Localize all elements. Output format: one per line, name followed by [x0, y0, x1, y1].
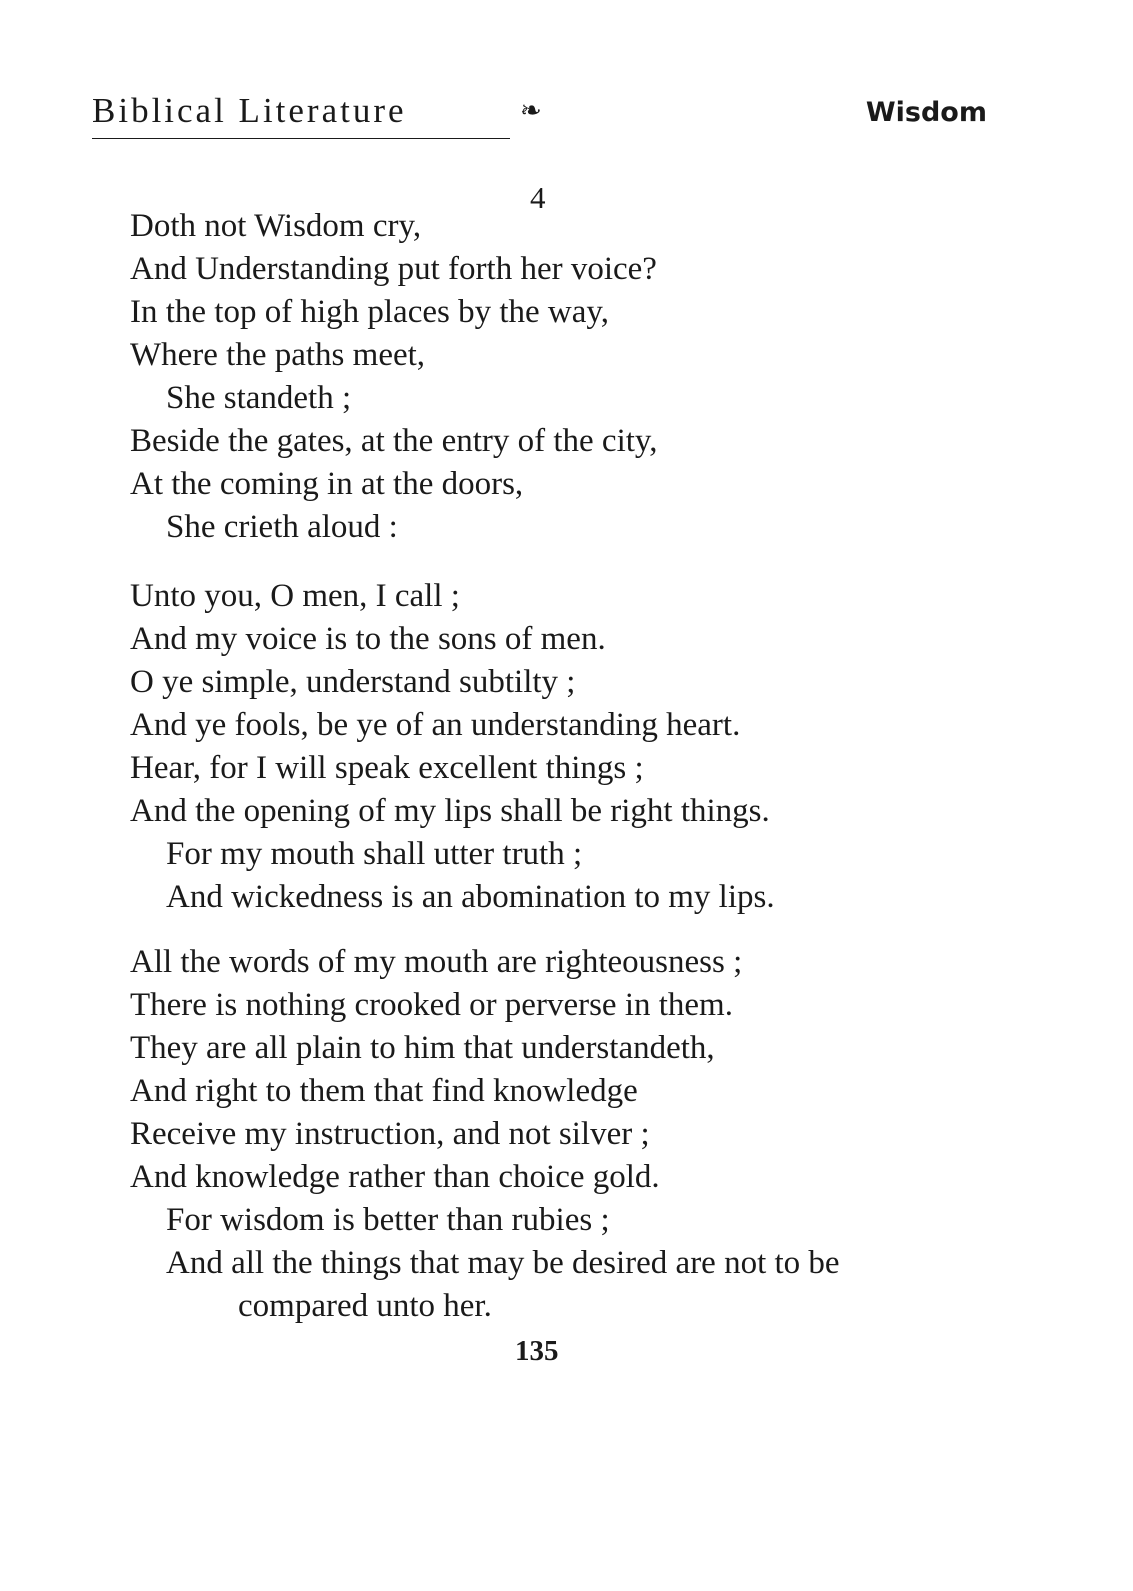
stanza-3: [130, 941, 840, 1328]
verse-line: And all the things that may be desired are not to be: [166, 1245, 840, 1281]
verse-line: All the words of my mouth are righteousness ;: [130, 944, 743, 980]
page-number: 135: [515, 1335, 559, 1367]
verse-line: Beside the gates, at the entry of the city,: [130, 423, 658, 459]
verse-line: Unto you, O men, I call ;: [130, 578, 460, 614]
verse-line: At the coming in at the doors,: [130, 466, 524, 502]
verse-line: And wickedness is an abomination to my lips.: [166, 879, 775, 915]
stanza-1: [130, 205, 658, 549]
verse-line: For wisdom is better than rubies ;: [166, 1202, 610, 1238]
verse-line: They are all plain to him that understandeth,: [130, 1030, 715, 1066]
verse-line: And right to them that find knowledge: [130, 1073, 638, 1109]
verse-line: And my voice is to the sons of men.: [130, 621, 606, 657]
verse-line: She standeth ;: [166, 380, 352, 416]
verse-line: And knowledge rather than choice gold.: [130, 1159, 660, 1195]
verse-line: And ye fools, be ye of an understanding heart.: [130, 707, 741, 743]
header-rule: [92, 138, 510, 139]
verse-line: And the opening of my lips shall be right things.: [130, 793, 770, 829]
fleuron-ornament-icon: ❧: [520, 96, 542, 125]
verse-line: O ye simple, understand subtilty ;: [130, 664, 576, 700]
chapter-number: 4: [530, 180, 546, 215]
verse-line: And Understanding put forth her voice?: [130, 251, 657, 287]
running-head: [92, 88, 987, 144]
section-title: Wisdom: [865, 97, 987, 128]
verse-line: For my mouth shall utter truth ;: [166, 836, 583, 872]
verse-line: Receive my instruction, and not silver ;: [130, 1116, 650, 1152]
verse-line: In the top of high places by the way,: [130, 294, 609, 330]
verse-line: There is nothing crooked or perverse in them.: [130, 987, 733, 1023]
verse-line: Where the paths meet,: [130, 337, 426, 373]
verse-line: Doth not Wisdom cry,: [130, 208, 422, 244]
verse-line: compared unto her.: [238, 1288, 492, 1324]
verse-line: She crieth aloud :: [166, 509, 398, 545]
verse-line: Hear, for I will speak excellent things ;: [130, 750, 644, 786]
stanza-2: [130, 575, 775, 919]
book-title: Biblical Literature: [92, 91, 407, 130]
